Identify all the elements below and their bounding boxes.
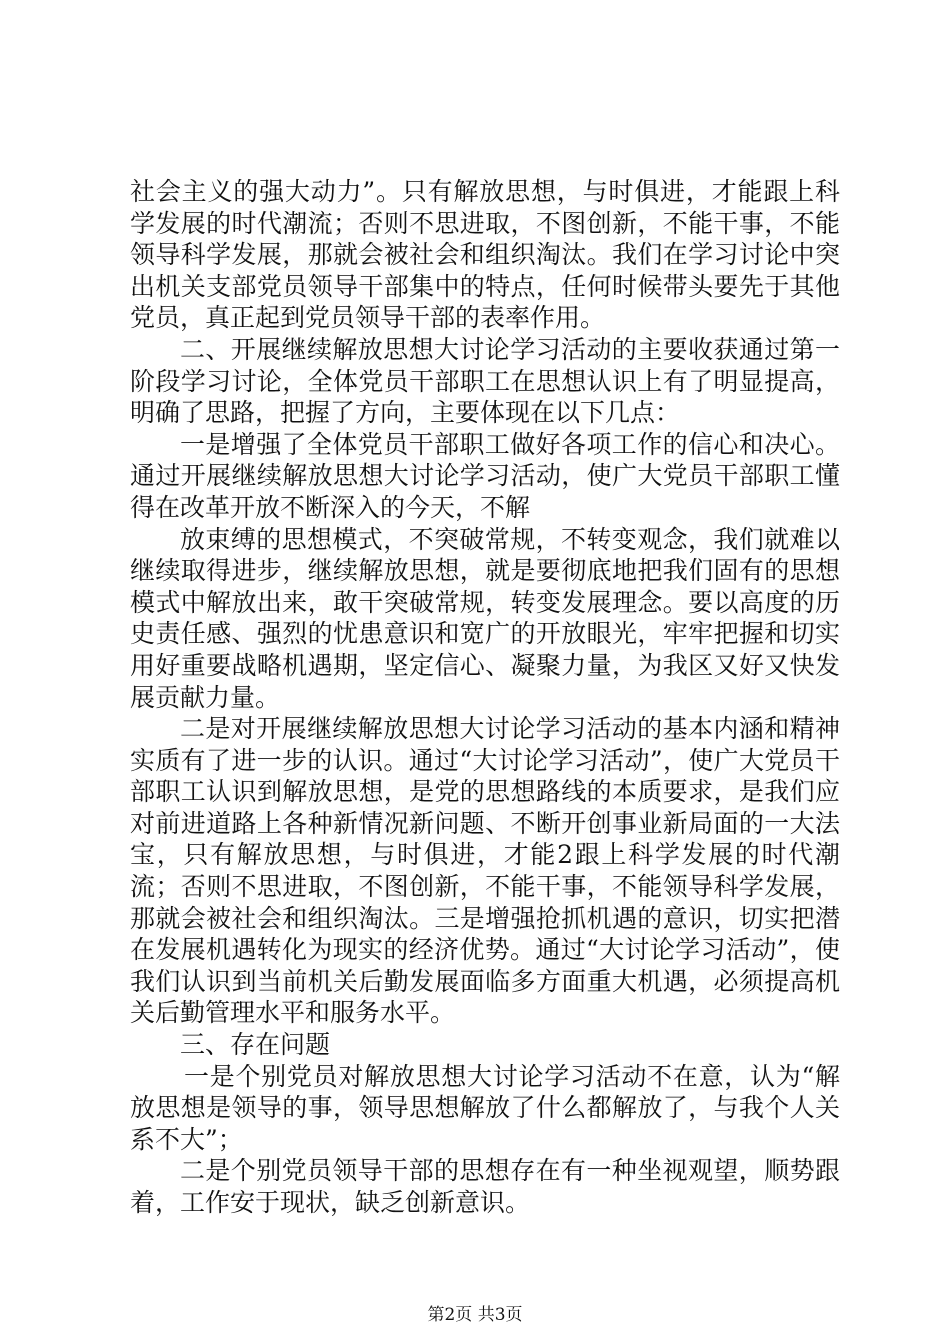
section-heading-3: 三、存在问题 [180, 1030, 331, 1060]
paragraph-1: 社会主义的强大动力”。只有解放思想，与时俱进，才能跟上科学发展的时代潮流；否则不思进取，不图创新，不能干事，不能领导科学发展，那就会被社会和组织淘汰。我们在学习讨论中突出机关支部党员领导干部集中的特点，任何时候带头要先于其他党员，真正起到党员领导干部的表率作用。 [130, 177, 840, 333]
paragraph-3: 一是增强了全体党员干部职工做好各项工作的信心和决心。通过开展继续解放思想大讨论学习活动，使广大党员干部职工懂得在改革开放不断深入的今天，不解 [130, 429, 840, 522]
paragraph-2: 二、开展继续解放思想大讨论学习活动的主要收获通过第一阶段学习讨论，全体党员干部职工在思想认识上有了明显提高，明确了思路，把握了方向，主要体现在以下几点： [130, 334, 840, 428]
paragraph-4: 放束缚的思想模式，不突破常规，不转变观念，我们就难以继续取得进步，继续解放思想，就是要彻底地把我们固有的思想模式中解放出来，敢干突破常规，转变发展理念。要以高度的历史责任感、强烈的忧患意识和宽广的开放眼光，牢牢把握和切实用好重要战略机遇期，坚定信心、凝聚力量，为我区又好又快发展贡献力量。 [130, 524, 840, 712]
paragraph-7: 二是个别党员领导干部的思想存在有一种坐视观望，顺势跟着，工作安于现状，缺乏创新意识。 [130, 1156, 840, 1217]
document-body [130, 176, 840, 1219]
paragraph-5: 二是对开展继续解放思想大讨论学习活动的基本内涵和精神实质有了进一步的认识。通过“大讨论学习活动”，使广大党员干部职工认识到解放思想，是党的思想路线的本质要求，是我们应对前进道路上各种新情况新问题、不断开创事业新局面的一大法宝，只有解放思想，与时俱进，才能2跟上科学发展的时代潮流；否则不思进取，不图创新，不能干事，不能领导科学发展，那就会被社会和组织淘汰。三是增强抢抓机遇的意识，切实把潜在发展机遇转化为现实的经济优势。通过“大讨论学习活动”，使我们认识到当前机关后勤发展面临多方面重大机遇，必须提高机关后勤管理水平和服务水平。 [130, 714, 840, 1028]
paragraph-6: 一是个别党员对解放思想大讨论学习活动不在意，认为“解放思想是领导的事，领导思想解放了什么都解放了，与我个人关系不大”； [130, 1061, 840, 1154]
page-footer: 第2页 共3页 [427, 1305, 523, 1325]
